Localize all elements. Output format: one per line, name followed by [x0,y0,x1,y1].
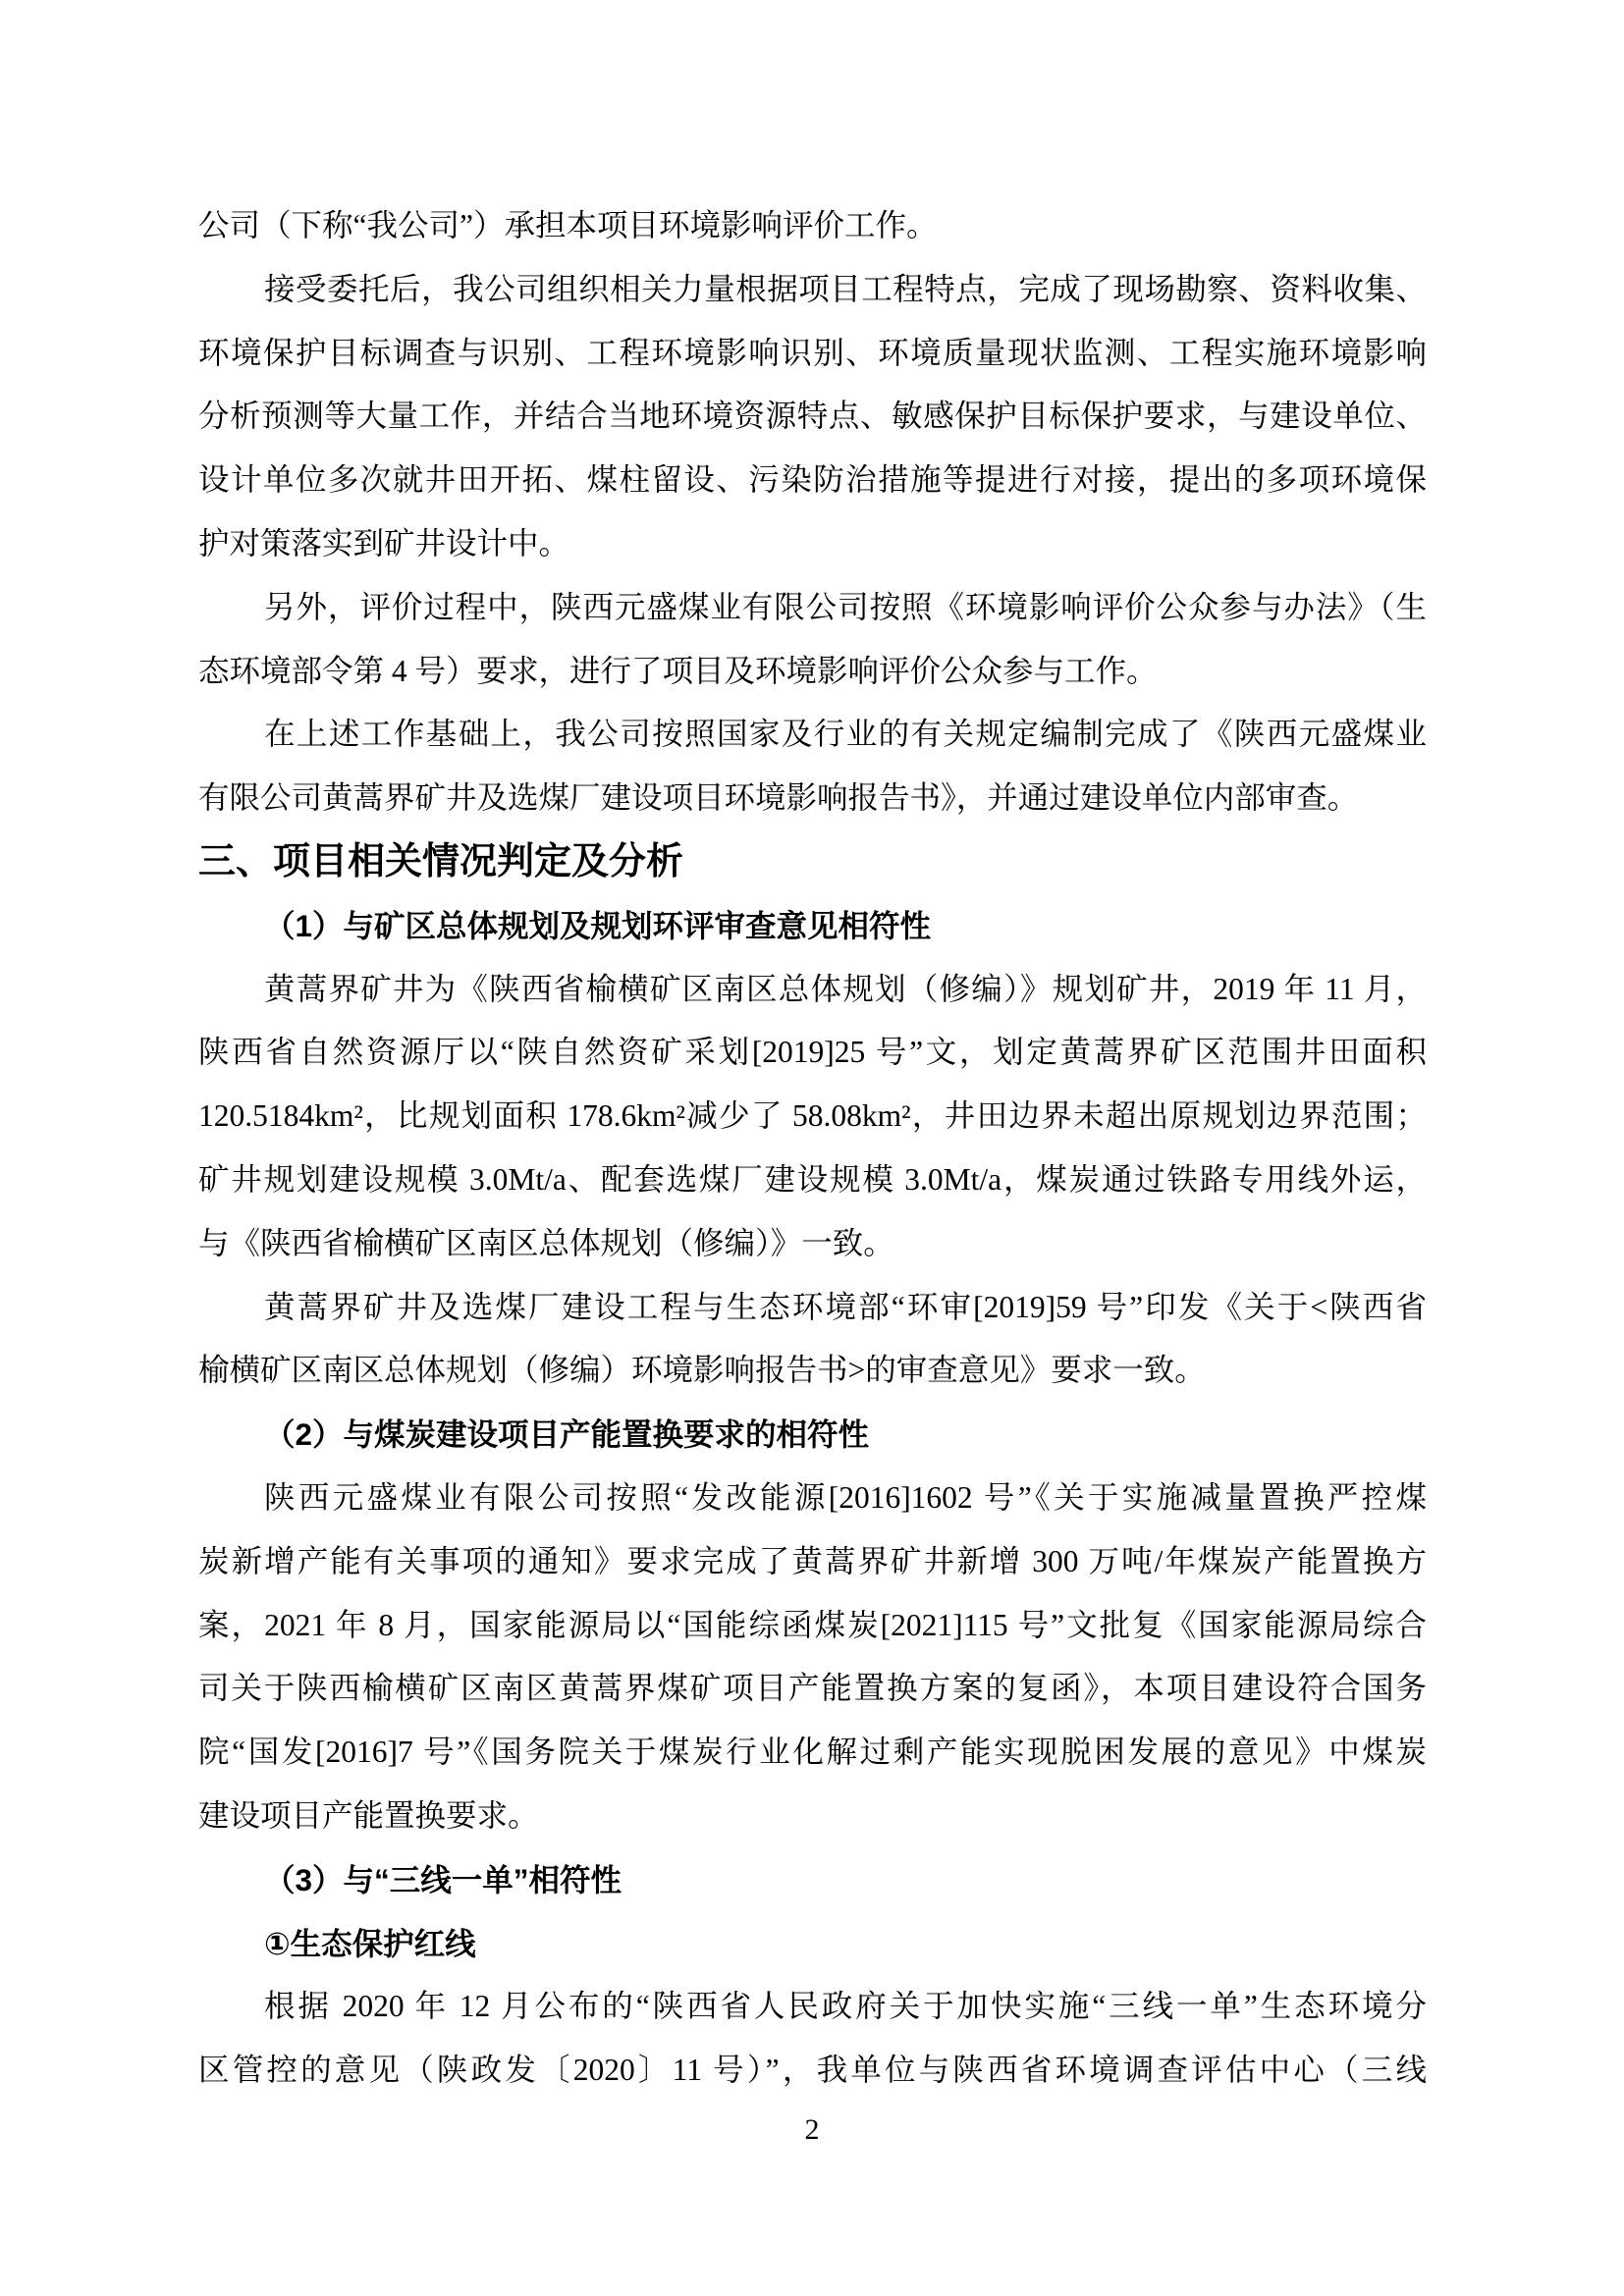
paragraph-line: 陕西元盛煤业有限公司按照“发改能源[2016]1602 号”《关于实施减量置换严控煤 [264,1479,1427,1515]
subsection-heading-3: （3）与“三线一单”相符性 [264,1861,623,1897]
paragraph-line: 公司（下称“我公司”）承担本项目环境影响评价工作。 [198,208,938,242]
paragraph-line: 建设项目产能置换要求。 [198,1797,539,1833]
paragraph-line: 区管控的意见（陕政发〔2020〕11 号）”，我单位与陕西省环境调查评估中心（三线 [198,2053,1427,2088]
subsection-heading-1: （1）与矿区总体规划及规划环评审查意见相符性 [264,907,932,943]
paragraph-line: 陕西省自然资源厅以“陕自然资矿采划[2019]25 号”文，划定黄蒿界矿区范围井田面积 [198,1035,1427,1070]
paragraph-line: 黄蒿界矿井为《陕西省榆横矿区南区总体规划（修编）》规划矿井，2019 年 11 月， [264,971,1427,1006]
paragraph-line: 态环境部令第 4 号）要求，进行了项目及环境影响评价公众参与工作。 [198,653,1158,688]
paragraph-line: 环境保护目标调查与识别、工程环境影响识别、环境质量现状监测、工程实施环境影响 [198,335,1427,370]
paragraph-line: 榆横矿区南区总体规划（修编）环境影响报告书>的审查意见》要求一致。 [198,1353,1206,1388]
subsection-heading-eco-redline: ①生态保护红线 [264,1925,476,1961]
paragraph-line: 120.5184km²，比规划面积 178.6km²减少了 58.08km²，井田边界未超出原规划边界范围； [198,1098,1427,1134]
subsection-heading-2: （2）与煤炭建设项目产能置换要求的相符性 [264,1416,870,1453]
paragraph-line: 另外，评价过程中，陕西元盛煤业有限公司按照《环境影响评价公众参与办法》（生 [264,589,1427,624]
paragraph-line: 司关于陕西榆横矿区南区黄蒿界煤矿项目产能置换方案的复函》，本项目建设符合国务 [198,1671,1427,1706]
paragraph-line: 案，2021 年 8 月，国家能源局以“国能综函煤炭[2021]115 号”文批复《国家能源局综合 [198,1607,1427,1642]
document-body [198,194,1427,2103]
paragraph-line: 护对策落实到矿井设计中。 [198,525,570,561]
section-heading: 三、项目相关情况判定及分析 [198,840,684,882]
paragraph-line: 矿井规划建设规模 3.0Mt/a、配套选煤厂建设规模 3.0Mt/a，煤炭通过铁路专用线外运， [198,1161,1427,1197]
paragraph-line: 炭新增产能有关事项的通知》要求完成了黄蒿界矿井新增 300 万吨/年煤炭产能置换方 [198,1543,1427,1578]
paragraph-line: 有限公司黄蒿界矿井及选煤厂建设项目环境影响报告书》，并通过建设单位内部审查。 [198,780,1359,816]
paragraph-line: 与《陕西省榆横矿区南区总体规划（修编）》一致。 [198,1225,894,1260]
paragraph-line: 根据 2020 年 12 月公布的“陕西省人民政府关于加快实施“三线一单”生态环境分 [264,1989,1427,2024]
page-number: 2 [804,2113,820,2146]
paragraph-line: 分析预测等大量工作，并结合当地环境资源特点、敏感保护目标保护要求，与建设单位、 [198,399,1427,434]
paragraph-line: 黄蒿界矿井及选煤厂建设工程与生态环境部“环审[2019]59 号”印发《关于<陕西省 [264,1289,1427,1324]
paragraph-line: 接受委托后，我公司组织相关力量根据项目工程特点，完成了现场勘察、资料收集、 [264,271,1427,306]
paragraph-line: 设计单位多次就井田开拓、煤柱留设、污染防治措施等提进行对接，提出的多项环境保 [198,462,1427,498]
paragraph-line: 院“国发[2016]7 号”《国务院关于煤炭行业化解过剩产能实现脱困发展的意见》中煤炭 [198,1735,1427,1770]
paragraph-line: 在上述工作基础上，我公司按照国家及行业的有关规定编制完成了《陕西元盛煤业 [264,717,1427,752]
